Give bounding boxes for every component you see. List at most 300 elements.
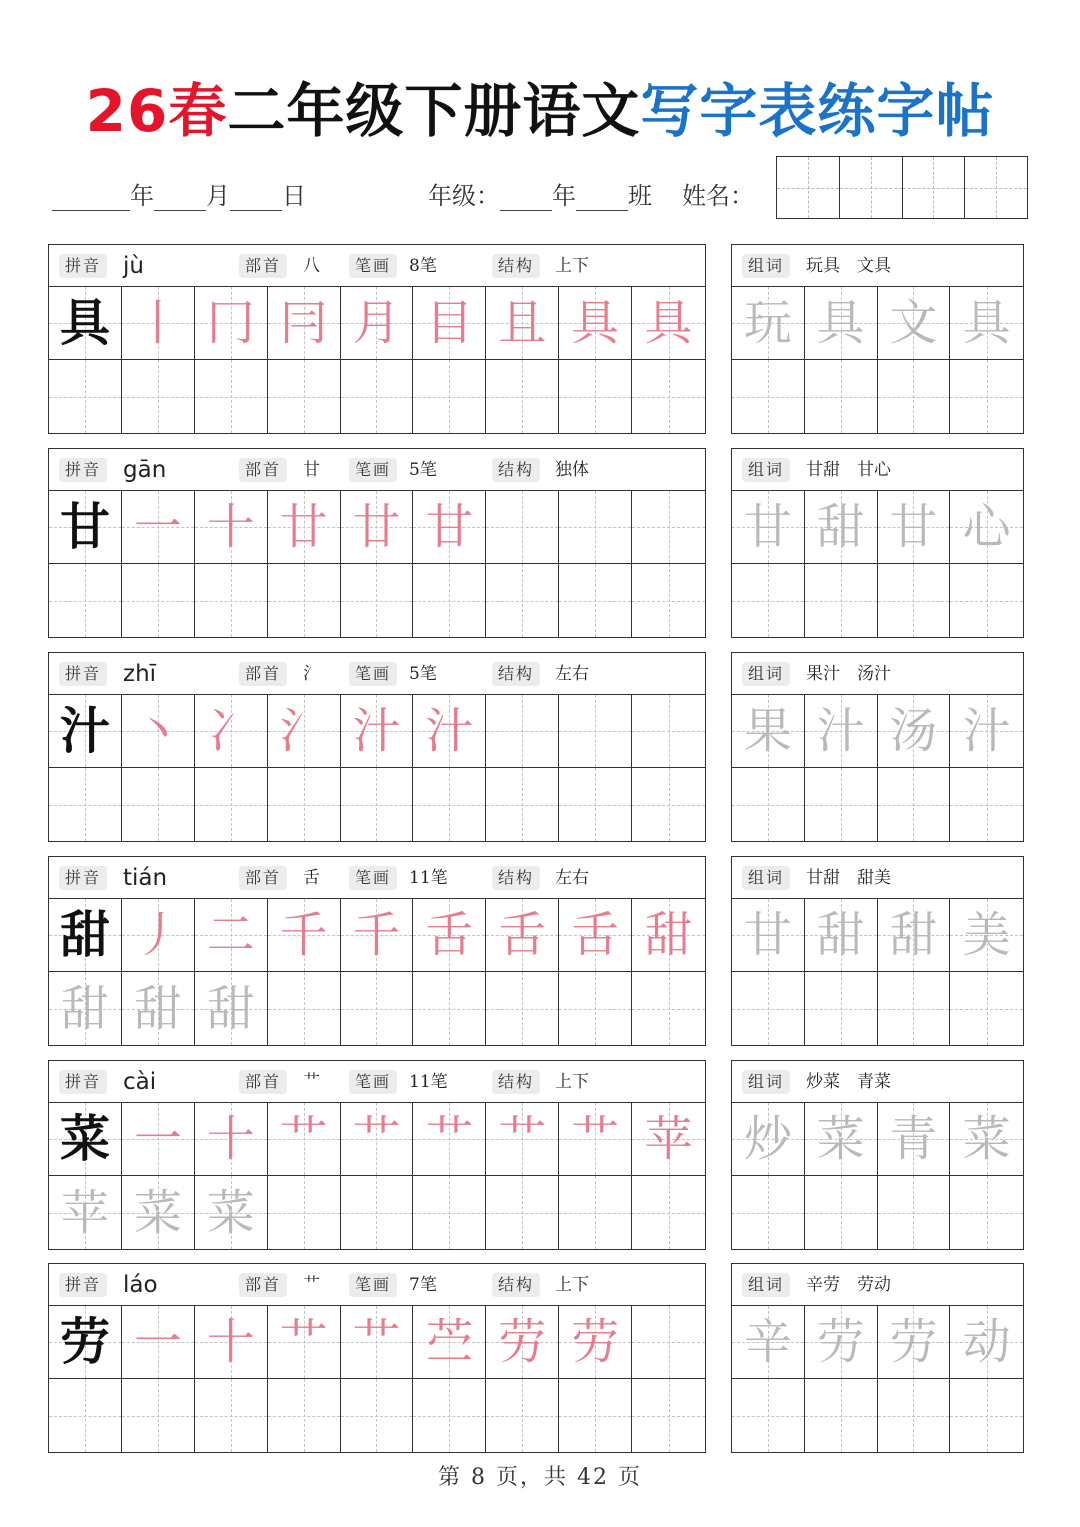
grid-cell[interactable] xyxy=(950,1379,1023,1452)
grid-cell[interactable] xyxy=(195,491,268,564)
stroke-step: 艹 xyxy=(279,1314,328,1370)
grid-cell[interactable] xyxy=(413,1103,486,1176)
grid-cell[interactable] xyxy=(805,1176,878,1249)
structure-tag: 结构 xyxy=(492,254,540,278)
grid-cell[interactable] xyxy=(632,1306,705,1379)
word-trace-character: 炒 xyxy=(743,1111,792,1167)
radical-tag: 部首 xyxy=(239,458,287,482)
stroke-step: 廿 xyxy=(279,499,328,555)
stroke-step: 丨 xyxy=(133,295,182,351)
stroke-step: 月 xyxy=(352,295,401,351)
grid-cell[interactable] xyxy=(732,1379,805,1452)
grid-cell[interactable] xyxy=(341,695,414,768)
grid-cell[interactable] xyxy=(559,1306,632,1379)
grid-cell[interactable] xyxy=(632,695,705,768)
grid-cell[interactable] xyxy=(49,287,122,360)
class-blank[interactable] xyxy=(576,185,628,211)
stroke-step: 甘 xyxy=(425,499,474,555)
grid-cell[interactable] xyxy=(268,1306,341,1379)
grid-cell[interactable] xyxy=(805,768,878,841)
grid-cell[interactable] xyxy=(413,360,486,433)
grid-cell[interactable] xyxy=(341,1176,414,1249)
grid-cell[interactable] xyxy=(49,1306,122,1379)
grid-cell[interactable] xyxy=(559,972,632,1045)
word-trace-character: 美 xyxy=(962,907,1011,963)
grid-cell[interactable] xyxy=(878,564,951,637)
word-header xyxy=(732,245,1023,287)
year-blank[interactable] xyxy=(52,185,130,211)
pinyin-tag: 拼音 xyxy=(59,1070,107,1094)
radical-value: 艹 xyxy=(303,1275,320,1295)
char-header xyxy=(49,1061,705,1103)
strokes-value: 7笔 xyxy=(409,1275,437,1295)
grid-cell[interactable] xyxy=(268,360,341,433)
grid-cell[interactable] xyxy=(49,1379,122,1452)
grid-cell[interactable] xyxy=(195,1176,268,1249)
trace-character: 甜 xyxy=(206,980,255,1037)
word-trace-character: 菜 xyxy=(962,1111,1011,1167)
grid-cell[interactable] xyxy=(486,564,559,637)
stroke-step: 具 xyxy=(644,295,693,351)
word-trace-character: 甘 xyxy=(889,499,938,555)
radical-value: 舌 xyxy=(303,868,320,888)
grid-cell[interactable] xyxy=(341,564,414,637)
grid-cell[interactable] xyxy=(632,287,705,360)
word-block-5 xyxy=(731,1060,1024,1250)
name-box[interactable] xyxy=(965,157,1027,218)
grid-cell[interactable] xyxy=(950,1176,1023,1249)
grid-cell[interactable] xyxy=(413,1306,486,1379)
main-character: 菜 xyxy=(59,1109,110,1168)
stroke-step: 艹 xyxy=(279,1111,328,1167)
strokes-tag: 笔画 xyxy=(349,1070,397,1094)
radical-value: 八 xyxy=(303,256,320,276)
grid-cell[interactable] xyxy=(805,899,878,972)
char-header xyxy=(49,857,705,899)
word-grid xyxy=(732,1103,1023,1249)
grid-cell[interactable] xyxy=(413,1176,486,1249)
grid-cell[interactable] xyxy=(195,899,268,972)
grid-cell[interactable] xyxy=(195,564,268,637)
grid-cell[interactable] xyxy=(805,360,878,433)
words-value: 玩具 文具 xyxy=(806,256,891,276)
grid-cell[interactable] xyxy=(341,1306,414,1379)
stroke-step: 二 xyxy=(206,907,255,963)
grid-cell[interactable] xyxy=(878,491,951,564)
grid-cell[interactable] xyxy=(122,564,195,637)
grid-cell[interactable] xyxy=(195,768,268,841)
stroke-step: 苎 xyxy=(425,1314,474,1370)
char-block-6 xyxy=(48,1263,706,1453)
grid-cell[interactable] xyxy=(122,972,195,1045)
radical-value: 甘 xyxy=(303,460,320,480)
grid-cell[interactable] xyxy=(49,972,122,1045)
grid-cell[interactable] xyxy=(805,287,878,360)
grid-cell[interactable] xyxy=(49,1176,122,1249)
grid-cell[interactable] xyxy=(632,899,705,972)
date-line xyxy=(52,176,306,211)
grid-cell[interactable] xyxy=(878,360,951,433)
grid-cell[interactable] xyxy=(122,491,195,564)
radical-value: 艹 xyxy=(303,1072,320,1092)
grid-cell[interactable] xyxy=(195,1306,268,1379)
radical-tag: 部首 xyxy=(239,866,287,890)
title-part3: 写字表练字帖 xyxy=(640,77,995,145)
class-label: 班 xyxy=(628,182,652,210)
trace-character: 甜 xyxy=(60,980,109,1037)
grid-cell[interactable] xyxy=(950,1103,1023,1176)
stroke-step: 甜 xyxy=(644,907,693,963)
grid-cell[interactable] xyxy=(268,564,341,637)
grade-label: 年级： xyxy=(428,182,500,210)
grid-cell[interactable] xyxy=(632,360,705,433)
grid-cell[interactable] xyxy=(632,1379,705,1452)
word-grid xyxy=(732,287,1023,433)
stroke-step: 一 xyxy=(133,1314,182,1370)
word-grid xyxy=(732,491,1023,637)
grid-cell[interactable] xyxy=(486,1379,559,1452)
grid-cell[interactable] xyxy=(122,1379,195,1452)
grid-cell[interactable] xyxy=(732,768,805,841)
char-block-1 xyxy=(48,244,706,434)
word-trace-character: 动 xyxy=(962,1314,1011,1370)
char-block-4 xyxy=(48,856,706,1046)
grid-cell[interactable] xyxy=(268,1176,341,1249)
grid-cell[interactable] xyxy=(878,768,951,841)
year-label: 年 xyxy=(130,182,154,210)
grid-cell[interactable] xyxy=(486,491,559,564)
grid-cell[interactable] xyxy=(632,768,705,841)
grid-cell[interactable] xyxy=(805,1379,878,1452)
word-header xyxy=(732,857,1023,899)
trace-character: 菜 xyxy=(206,1184,255,1241)
grid-cell[interactable] xyxy=(732,287,805,360)
grid-cell[interactable] xyxy=(413,768,486,841)
grid-cell[interactable] xyxy=(559,564,632,637)
word-block-2 xyxy=(731,448,1024,638)
grid-cell[interactable] xyxy=(195,1103,268,1176)
grid-cell[interactable] xyxy=(878,972,951,1045)
grid-cell[interactable] xyxy=(268,1379,341,1452)
word-trace-character: 汁 xyxy=(816,703,865,759)
stroke-step: 舌 xyxy=(498,907,547,963)
grid-cell[interactable] xyxy=(341,899,414,972)
stroke-step: 艹 xyxy=(352,1111,401,1167)
grid-cell[interactable] xyxy=(268,287,341,360)
word-trace-character: 汤 xyxy=(889,703,938,759)
title-part2: 二年级下册语文 xyxy=(227,77,641,145)
grid-cell[interactable] xyxy=(632,564,705,637)
stroke-step: 且 xyxy=(498,295,547,351)
grid-cell[interactable] xyxy=(413,491,486,564)
trace-character: 苹 xyxy=(60,1184,109,1241)
grid-cell[interactable] xyxy=(341,1379,414,1452)
stroke-step: 丶 xyxy=(133,703,182,759)
grid-cell[interactable] xyxy=(805,564,878,637)
grid-cell[interactable] xyxy=(122,899,195,972)
stroke-step: 氵 xyxy=(279,703,328,759)
name-box[interactable] xyxy=(840,157,903,218)
grid-cell[interactable] xyxy=(950,695,1023,768)
grid-cell[interactable] xyxy=(49,1103,122,1176)
stroke-step: 苹 xyxy=(644,1111,693,1167)
grid-cell[interactable] xyxy=(486,768,559,841)
name-box[interactable] xyxy=(777,157,840,218)
stroke-step: 艹 xyxy=(498,1111,547,1167)
title-part1: 26春 xyxy=(85,77,228,145)
writing-grid xyxy=(49,1306,705,1452)
grid-cell[interactable] xyxy=(195,695,268,768)
grid-cell[interactable] xyxy=(122,287,195,360)
word-trace-character: 甘 xyxy=(743,499,792,555)
words-value: 果汁 汤汁 xyxy=(806,664,891,684)
grid-cell[interactable] xyxy=(413,695,486,768)
grid-cell[interactable] xyxy=(49,768,122,841)
char-block-5 xyxy=(48,1060,706,1250)
grid-cell[interactable] xyxy=(950,768,1023,841)
pinyin-tag: 拼音 xyxy=(59,254,107,278)
words-tag: 组词 xyxy=(742,662,790,686)
day-label: 日 xyxy=(282,182,306,210)
grid-cell[interactable] xyxy=(732,491,805,564)
stroke-step: 冫 xyxy=(206,703,255,759)
grid-cell[interactable] xyxy=(632,972,705,1045)
grid-cell[interactable] xyxy=(341,360,414,433)
stroke-step: 艹 xyxy=(571,1111,620,1167)
grid-cell[interactable] xyxy=(878,1103,951,1176)
grid-cell[interactable] xyxy=(486,360,559,433)
grid-cell[interactable] xyxy=(195,1379,268,1452)
writing-grid xyxy=(49,695,705,841)
word-header xyxy=(732,1061,1023,1103)
month-label: 月 xyxy=(206,182,230,210)
words-value: 辛劳 劳动 xyxy=(806,1275,891,1295)
grid-cell[interactable] xyxy=(559,695,632,768)
word-trace-character: 果 xyxy=(743,703,792,759)
grid-cell[interactable] xyxy=(732,1306,805,1379)
grid-cell[interactable] xyxy=(559,287,632,360)
word-trace-character: 甜 xyxy=(816,907,865,963)
radical-tag: 部首 xyxy=(239,1070,287,1094)
grid-cell[interactable] xyxy=(49,695,122,768)
words-value: 甘甜 甘心 xyxy=(806,460,891,480)
grid-cell[interactable] xyxy=(732,695,805,768)
writing-grid xyxy=(49,287,705,433)
grid-cell[interactable] xyxy=(486,899,559,972)
grid-cell[interactable] xyxy=(878,899,951,972)
grid-cell[interactable] xyxy=(195,287,268,360)
radical-tag: 部首 xyxy=(239,1273,287,1297)
name-box[interactable] xyxy=(903,157,966,218)
grid-cell[interactable] xyxy=(732,899,805,972)
grid-cell[interactable] xyxy=(559,1103,632,1176)
structure-value: 上下 xyxy=(555,1072,589,1092)
grid-cell[interactable] xyxy=(632,1103,705,1176)
strokes-tag: 笔画 xyxy=(349,662,397,686)
stroke-step: 汁 xyxy=(425,703,474,759)
grid-cell[interactable] xyxy=(341,491,414,564)
word-header xyxy=(732,653,1023,695)
grid-cell[interactable] xyxy=(732,360,805,433)
grid-cell[interactable] xyxy=(49,491,122,564)
word-grid xyxy=(732,899,1023,1045)
structure-value: 左右 xyxy=(555,664,589,684)
grid-cell[interactable] xyxy=(878,1306,951,1379)
strokes-value: 5笔 xyxy=(409,460,437,480)
word-grid xyxy=(732,1306,1023,1452)
grid-cell[interactable] xyxy=(559,491,632,564)
stroke-step: 劳 xyxy=(498,1314,547,1370)
grid-cell[interactable] xyxy=(268,768,341,841)
grid-cell[interactable] xyxy=(559,768,632,841)
grade-line xyxy=(428,176,754,211)
strokes-value: 5笔 xyxy=(409,664,437,684)
stroke-step: 汁 xyxy=(352,703,401,759)
grid-cell[interactable] xyxy=(486,972,559,1045)
grid-cell[interactable] xyxy=(732,1103,805,1176)
radical-tag: 部首 xyxy=(239,254,287,278)
grid-cell[interactable] xyxy=(268,1103,341,1176)
word-trace-character: 文 xyxy=(889,295,938,351)
grid-cell[interactable] xyxy=(122,1306,195,1379)
grid-cell[interactable] xyxy=(122,360,195,433)
grid-cell[interactable] xyxy=(486,1176,559,1249)
month-blank[interactable] xyxy=(154,185,206,211)
grid-cell[interactable] xyxy=(732,564,805,637)
stroke-step: 冃 xyxy=(279,295,328,351)
grid-cell[interactable] xyxy=(950,491,1023,564)
words-value: 炒菜 青菜 xyxy=(806,1072,891,1092)
grid-cell[interactable] xyxy=(950,1306,1023,1379)
stroke-step: 艹 xyxy=(352,1314,401,1370)
grid-cell[interactable] xyxy=(559,899,632,972)
grid-cell[interactable] xyxy=(341,287,414,360)
grid-cell[interactable] xyxy=(122,695,195,768)
grid-cell[interactable] xyxy=(49,899,122,972)
char-block-3 xyxy=(48,652,706,842)
strokes-value: 8笔 xyxy=(409,256,437,276)
page-footer: 第 8 页，共 42 页 xyxy=(438,1465,642,1490)
grid-cell[interactable] xyxy=(486,695,559,768)
main-character: 具 xyxy=(59,293,110,352)
grid-cell[interactable] xyxy=(559,1379,632,1452)
grid-cell[interactable] xyxy=(805,491,878,564)
grid-cell[interactable] xyxy=(486,1306,559,1379)
pinyin-tag: 拼音 xyxy=(59,866,107,890)
strokes-value: 11笔 xyxy=(409,1072,448,1092)
grid-cell[interactable] xyxy=(950,972,1023,1045)
grid-cell[interactable] xyxy=(805,695,878,768)
trace-character: 菜 xyxy=(133,1184,182,1241)
strokes-value: 11笔 xyxy=(409,868,448,888)
grid-cell[interactable] xyxy=(632,491,705,564)
words-tag: 组词 xyxy=(742,1070,790,1094)
grid-cell[interactable] xyxy=(413,899,486,972)
grid-cell[interactable] xyxy=(122,1176,195,1249)
grid-cell[interactable] xyxy=(268,972,341,1045)
grid-cell[interactable] xyxy=(732,1176,805,1249)
char-block-2 xyxy=(48,448,706,638)
grid-cell[interactable] xyxy=(413,564,486,637)
main-character: 甜 xyxy=(59,905,110,964)
writing-grid xyxy=(49,899,705,1045)
structure-value: 上下 xyxy=(555,256,589,276)
word-trace-character: 心 xyxy=(962,499,1011,555)
grid-cell[interactable] xyxy=(878,1379,951,1452)
grid-cell[interactable] xyxy=(49,360,122,433)
grid-cell[interactable] xyxy=(950,899,1023,972)
word-block-4 xyxy=(731,856,1024,1046)
word-trace-character: 具 xyxy=(816,295,865,351)
grid-cell[interactable] xyxy=(195,360,268,433)
grid-cell[interactable] xyxy=(805,1103,878,1176)
main-character: 劳 xyxy=(59,1312,110,1371)
word-trace-character: 甘 xyxy=(743,907,792,963)
radical-tag: 部首 xyxy=(239,662,287,686)
pinyin-value: zhī xyxy=(123,661,157,687)
day-blank[interactable] xyxy=(230,185,282,211)
grid-cell[interactable] xyxy=(559,360,632,433)
grid-cell[interactable] xyxy=(413,972,486,1045)
grid-cell[interactable] xyxy=(122,1103,195,1176)
grid-cell[interactable] xyxy=(268,491,341,564)
word-trace-character: 甜 xyxy=(816,499,865,555)
grid-cell[interactable] xyxy=(341,972,414,1045)
grid-cell[interactable] xyxy=(632,1176,705,1249)
grid-cell[interactable] xyxy=(486,287,559,360)
grid-cell[interactable] xyxy=(950,564,1023,637)
structure-tag: 结构 xyxy=(492,1070,540,1094)
grid-cell[interactable] xyxy=(805,1306,878,1379)
pinyin-tag: 拼音 xyxy=(59,458,107,482)
grid-cell[interactable] xyxy=(413,1379,486,1452)
word-trace-character: 青 xyxy=(889,1111,938,1167)
grid-cell[interactable] xyxy=(559,1176,632,1249)
grid-cell[interactable] xyxy=(732,972,805,1045)
grid-cell[interactable] xyxy=(878,695,951,768)
words-tag: 组词 xyxy=(742,458,790,482)
stroke-step: 一 xyxy=(133,499,182,555)
char-header xyxy=(49,449,705,491)
pinyin-value: jù xyxy=(123,253,144,279)
main-character: 汁 xyxy=(59,701,110,760)
grid-cell[interactable] xyxy=(268,695,341,768)
grid-cell[interactable] xyxy=(878,1176,951,1249)
grid-cell[interactable] xyxy=(268,899,341,972)
grid-cell[interactable] xyxy=(878,287,951,360)
grid-cell[interactable] xyxy=(413,287,486,360)
grid-cell[interactable] xyxy=(195,972,268,1045)
grid-cell[interactable] xyxy=(341,768,414,841)
grid-cell[interactable] xyxy=(805,972,878,1045)
strokes-tag: 笔画 xyxy=(349,1273,397,1297)
word-grid xyxy=(732,695,1023,841)
grid-cell[interactable] xyxy=(486,1103,559,1176)
grid-cell[interactable] xyxy=(49,564,122,637)
trace-character: 甜 xyxy=(133,980,182,1037)
grid-cell[interactable] xyxy=(341,1103,414,1176)
strokes-tag: 笔画 xyxy=(349,458,397,482)
structure-value: 上下 xyxy=(555,1275,589,1295)
grid-cell[interactable] xyxy=(950,360,1023,433)
grid-cell[interactable] xyxy=(950,287,1023,360)
stroke-step: 劳 xyxy=(571,1314,620,1370)
stroke-step: 十 xyxy=(206,499,255,555)
grid-cell[interactable] xyxy=(122,768,195,841)
grade-year-blank[interactable] xyxy=(500,185,552,211)
name-boxes[interactable] xyxy=(776,156,1028,219)
strokes-tag: 笔画 xyxy=(349,866,397,890)
